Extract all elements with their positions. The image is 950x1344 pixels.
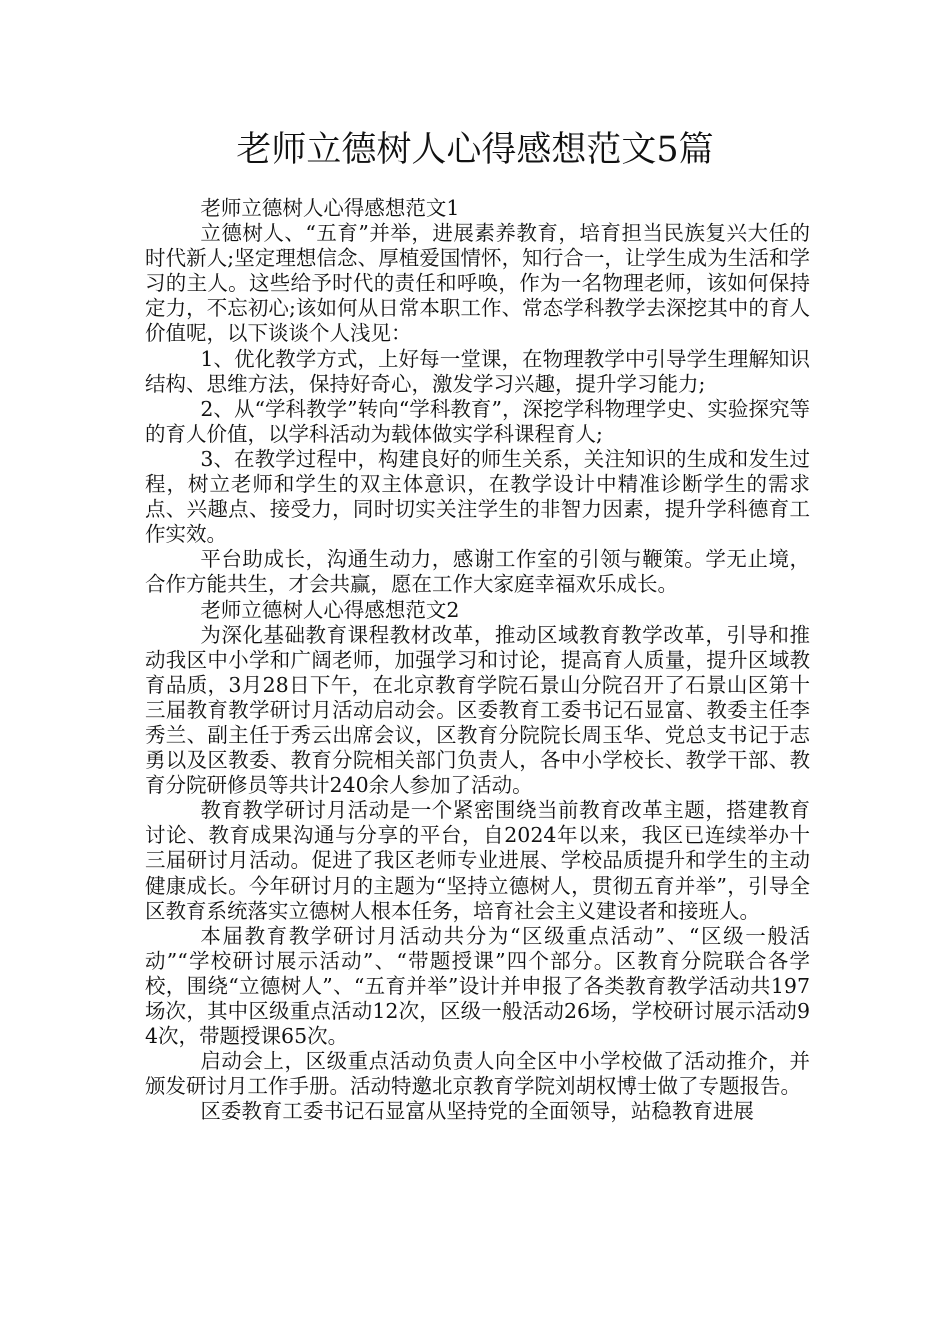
body-paragraph: 启动会上，区级重点活动负责人向全区中小学校做了活动推介，并颁发研讨月工作手册。活动特邀北京教育学院刘胡权博士做了专题报告。	[145, 1049, 810, 1099]
list-item-2: 2、从“学科教学”转向“学科教育”，深挖学科物理学史、实验探究等的育人价值，以学科活动为载体做实学科课程育人;	[145, 396, 810, 446]
section-heading-2: 老师立德树人心得感想范文2	[200, 597, 460, 622]
body-paragraph: 教育教学研讨月活动是一个紧密围绕当前教育改革主题，搭建教育讨论、教育成果沟通与分享的平台，自2024年以来，我区已连续举办十三届研讨月活动。促进了我区老师专业进展、学校品质提升和学生的主动健康成长。今年研讨月的主题为“坚持立德树人，贯彻五育并举”，引导全区教育系统落实立德树人根本任务，培育社会主义建设者和接班人。	[145, 798, 810, 923]
body-paragraph: 立德树人、“五育”并举，进展素养教育，培育担当民族复兴大任的时代新人;坚定理想信念、厚植爱国情怀，知行合一，让学生成为生活和学习的主人。这些给予时代的责任和呼唤，作为一名物理老师，该如何保持定力，不忘初心;该如何从日常本职工作、常态学科教学去深挖其中的育人价值呢，以下谈谈个人浅见：	[145, 221, 810, 346]
body-paragraph: 平台助成长，沟通生动力，感谢工作室的引领与鞭策。学无止境，合作方能共生，才会共赢，愿在工作大家庭幸福欢乐成长。	[145, 547, 810, 597]
document-title: 老师立德树人心得感想范文5篇	[236, 130, 714, 170]
document-body	[145, 196, 810, 1124]
body-paragraph: 区委教育工委书记石显富从坚持党的全面领导，站稳教育进展	[200, 1099, 754, 1124]
list-item-1: 1、优化教学方式，上好每一堂课，在物理教学中引导学生理解知识结构、思维方法，保持好奇心，激发学习兴趣，提升学习能力;	[145, 346, 810, 396]
list-item-3: 3、在教学过程中，构建良好的师生关系，关注知识的生成和发生过程，树立老师和学生的双主体意识，在教学设计中精准诊断学生的需求点、兴趣点、接受力，同时切实关注学生的非智力因素，提升学科德育工作实效。	[145, 446, 810, 547]
body-paragraph: 本届教育教学研讨月活动共分为“区级重点活动”、“区级一般活动”“学校研讨展示活动”、“带题授课”四个部分。区教育分院联合各学校，围绕“立德树人”、“五育并举”设计并申报了各类教育教学活动共197场次，其中区级重点活动12次，区级一般活动26场，学校研讨展示活动94次，带题授课65次。	[145, 923, 810, 1049]
section-heading-1: 老师立德树人心得感想范文1	[200, 196, 460, 220]
body-paragraph: 为深化基础教育课程教材改革，推动区域教育教学改革，引导和推动我区中小学和广阔老师，加强学习和讨论，提高育人质量，提升区域教育品质，3月28日下午，在北京教育学院石景山分院召开了石景山区第十三届教育教学研讨月活动启动会。区委教育工委书记石显富、教委主任李秀兰、副主任于秀云出席会议，区教育分院院长周玉华、党总支书记于志勇以及区教委、教育分院相关部门负责人，各中小学校长、教学干部、教育分院研修员等共计240余人参加了活动。	[145, 622, 810, 798]
